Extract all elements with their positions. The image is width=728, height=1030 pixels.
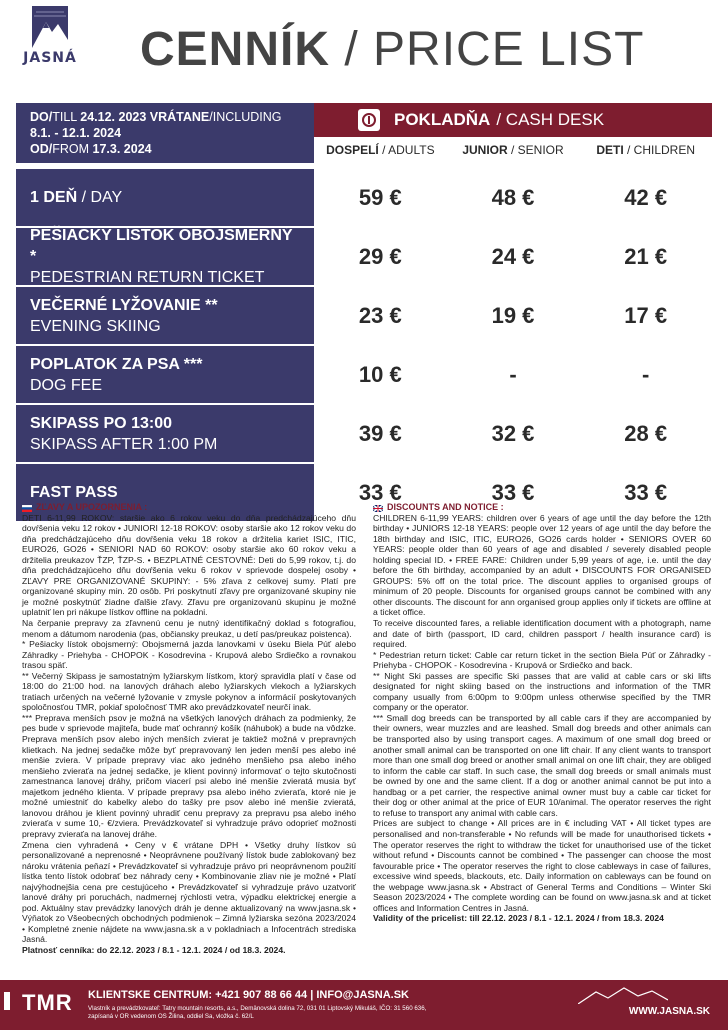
price-row-afternoon [16, 405, 712, 462]
row-label [16, 405, 314, 462]
cash-desk-en: / CASH DESK [496, 110, 605, 129]
cash-desk-banner [314, 103, 712, 137]
header [0, 0, 728, 100]
price-adult: 10 € [358, 361, 402, 387]
price-junior: 24 € [491, 243, 535, 269]
row-label-sk: PEŠIACKY LÍSTOK OBOJSMERNÝ * [30, 227, 293, 265]
price-table [16, 103, 712, 521]
table-header [16, 103, 712, 163]
mountain-silhouette-icon [578, 986, 668, 1004]
price-adult: 23 € [358, 302, 402, 328]
price-child: 21 € [624, 243, 668, 269]
col-junior [447, 143, 580, 157]
col-adults [314, 143, 447, 157]
notes-slovak [22, 502, 356, 956]
slovak-flag-icon [22, 504, 32, 511]
dates-from: FROM [52, 142, 93, 156]
dates-till: TILL [52, 110, 81, 124]
page-title [140, 22, 644, 77]
contact-info[interactable]: KLIENTSKE CENTRUM: +421 907 88 66 44 | INFO@JASNA.SK [88, 989, 409, 1001]
row-label [16, 169, 314, 226]
logo-text: JASNÁ [23, 50, 77, 66]
row-label-sk: 1 DEŇ [30, 189, 78, 206]
price-adult: 39 € [358, 420, 402, 446]
legal-info: Vlastník a prevádzkovateľ: Tatry mountain resorts, a.s., Demänovská dolina 72, 031 01 Liptovský Mikuláš, IČO: 31 560 636, zapísaná v OR vedenom OS Žilina, oddiel Sa, vložka č. 62/L [88, 1005, 427, 1020]
price-row-pedestrian [16, 228, 712, 285]
col-children [579, 143, 712, 157]
price-junior: 33 € [491, 479, 535, 505]
footer [0, 980, 728, 1030]
row-label-en: DOG FEE [30, 376, 103, 394]
col-children-en: / CHILDREN [623, 143, 696, 157]
row-label [16, 228, 314, 285]
notes-en-validity: Validity of the pricelist: till 22.12. 2023 / 8.1 - 12.1. 2024 / from 18.3. 2024 [373, 913, 664, 924]
notes-en-body: CHILDREN 6-11,99 YEARS: children over 6 years of age until the day before the 12th birthday • JUNIORS 12-18 YEARS: people over 12 years of age until the day before the 18th birthday and ISIC, ITIC, EURO26, GO26 cards holder • SENIORS OVER 60 YEARS: people older than 60 years of age and disabled / severely disabled people holding special ID. • FREE FARE: Children under 5,99 years of age, i.e. until the day before the 6th birthday, accompanied by an adult • DISCOUNTS FOR ORGANISED GROUPS: 5% off on the total price. The discount applies to organised groups of minimum of 20 people. Discounts for organised groups cannot be combined with any other discounts. The discount for ann organised group applies only if tickets are offline at a ticket office. To receive discounted fares, a reliable identification document with a photograph, name and date of birth (passport, ID card, children passport / health insurance card) is required. * Pedestrian return ticket: Cable car return ticket in the section Biela Púť or Záhradky - Priehyba - CHOPOK - Kosodrevina - Krupová or Srdiečko and back. ** Night Ski passes are specific Ski passes that are valid at cable cars or ski lifts designated for night skiing based on the instructions and information of the TMR company usually from 6:00pm to 9:00pm unless otherwise specified by the TMR company or the operator. *** Small dog breeds can be transported by all cable cars if they are accompanied by their owners, wear muzzles and are leashed. Small dog breeds and other animals can be transported also by using transport cages. A maximum of one small dog breed or another small animal can be transported on one lift chair. If any client wants to transport more than one small dog breed or another small animal on one lift chair, they are obliged to inform the cable car staff. In such case, the small dog breeds or small animals must be owned by one and the same client. If a dog or another animal cannot be put into a handbag or a pet carrier, the respective animal owner must buy a cable car ticket for their dog or other animal at the price of EUR 10/animal. The operator reserves the right to refuse to transport any animal with cable cars. Prices are subject to change • All prices are in € including VAT • All ticket types are personalised and non-transferable • No refunds will be made for unauthorised tickets • The operator reserves the right to withdraw the ticket for unauthorised use of the ticket without refund • Discounts cannot be combined • The passenger can choose the most favourable price • The operator reserves the right to close cableways in case of failures, excessive wind speeds, blackouts, etc. Daily information on cableways can be found on the webpage www.jasna.sk • Abstract of General Terms and Conditions – Winter Ski Season 2023/2024 • The complete wording can be found on www.jasna.sk and at ticket offices and Information Centres in Jasná. [373, 512, 711, 913]
row-label [16, 287, 314, 344]
col-adults-sk: DOSPELÍ [326, 143, 379, 157]
price-child: - [642, 361, 650, 387]
price-adult: 33 € [358, 479, 402, 505]
row-label-en: SKIPASS AFTER 1:00 PM [30, 435, 218, 453]
col-junior-sk: JUNIOR [462, 143, 508, 157]
cash-desk-icon [358, 109, 380, 131]
row-label-en: PEDESTRIAN RETURN TICKET [30, 269, 265, 286]
dates-date1: 24.12. 2023 VRÁTANE [80, 110, 210, 124]
price-child: 17 € [624, 302, 668, 328]
tmr-logo-icon [4, 992, 18, 1010]
row-prices [314, 228, 712, 285]
price-row-day [16, 169, 712, 226]
row-label-sk: FAST PASS [30, 484, 118, 501]
price-child: 28 € [624, 420, 668, 446]
price-junior: 32 € [491, 420, 535, 446]
row-label-sk: SKIPASS PO 13:00 [30, 414, 172, 432]
notes-en-heading-text: DISCOUNTS AND NOTICE : [387, 502, 504, 512]
row-label-en: / DAY [77, 189, 123, 206]
price-junior: 48 € [491, 184, 535, 210]
cash-desk-label: POKLADŇA [394, 110, 491, 129]
jasna-logo[interactable] [10, 6, 90, 92]
notes-english [373, 502, 711, 924]
row-label-sk: POPLATOK ZA PSA *** [30, 355, 203, 373]
dates-date2: 8.1. - 12.1. 2024 [30, 126, 122, 140]
dates-date3: 17.3. 2024 [92, 142, 152, 156]
column-headers [314, 137, 712, 163]
dates-including: /INCLUDING [209, 110, 282, 124]
price-adult: 29 € [358, 243, 402, 269]
row-prices [314, 346, 712, 403]
row-prices [314, 169, 712, 226]
title-rest: / PRICE LIST [330, 23, 645, 76]
title-bold: CENNÍK [140, 23, 331, 76]
dates-od: OD/ [30, 142, 53, 156]
row-label-sk: VEČERNÉ LYŽOVANIE ** [30, 296, 218, 314]
row-prices [314, 287, 712, 344]
website-link[interactable]: WWW.JASNA.SK [628, 1006, 710, 1017]
notes-sk-heading [22, 502, 356, 513]
col-adults-en: / ADULTS [378, 143, 435, 157]
price-child: 42 € [624, 184, 668, 210]
notes-sk-body: DETI 6-11,99 ROKOV: staršie ako 6 rokov veku do dňa predchádzajúceho dňu dovŕšenia veku 12 rokov • JUNIORI 12-18 ROKOV: osoby staršie ako 12 rokov veku do dňa predchádzajúceho dňu dovŕšenia veku 18 rokov a držitelia kariet ISIC, ITIC, EURO26, GO26 • SENIORI NAD 60 ROKOV: osoby staršie ako 60 rokov veku a držitelia preukazov ŤZP, ŤZP-S. • BEZPLATNÉ CESTOVNÉ: Deti do 5,99 rokov, t.j. do dňa predchádzajúceho dňu dovŕšenia veku 6 rokov v sprievode dospelej osoby • ZĽAVY PRE ORGANIZOVANÉ SKUPINY: - 5% zľava z celkovej sumy. Platí pre organizované skupiny min. 20 osôb. Pri poskytnutí zľavy pre organizované skupiny nie je možné poskytnúť žiadne ďalšie zľavy. Zľavu pre organizovanú skupinu je možné uplatniť len pri nákupe lístkov offline na pokladni. Na čerpanie prepravy za zľavnenú cenu je nutný identifikačný doklad s fotografiou, menom a dátumom narodenia (pas, občiansky preukaz, u detí pas/preukaz poistenca). * Pešiacky lístok obojsmerný: Obojsmerná jazda lanovkami v úseku Biela Púť alebo Záhradky - Priehyba - CHOPOK - Kosodrevina - Krupová alebo Srdiečko a rovnakou trasou späť. ** Večerný Skipass je samostatným lyžiarskym lístkom, ktorý spravidla platí v čase od 18:00 do 21:00 hod. na lanových dráhach alebo lyžiarskych vlekoch a lyžiarskych tratiach určených na večerné lyžovanie v zmysle pokynov a informácií poskytovaných spoločnosťou TMR, pokiaľ spoločnosť TMR ako prevádzkovateľ neurčí inak. *** Preprava menších psov je možná na všetkých lanových dráhach za podmienky, že pes bude v sprievode majiteľa, bude mať ochranný košík (náhubok) a bude na vôdzke. Preprava menších psov alebo iných menších zvierat je taktiež možná v prepravných klietkach. Na jednej sedačke môže byť prepravovaný len jeden menší pes alebo iné menšie zviera. V prípade prepravy viac ako jedného menšieho psa alebo iného menšieho zvieraťa na jednej sedačke, je klient povinný informovať o tejto skutočnosti zamestnanca lanovej dráhy, pričom viacerí psi alebo iné menšie zvieratá musia byť majetkom jedného klienta. V prípade prepravy psa alebo iného zvieraťa, ktoré nie je možné umiestniť do kabelky alebo do tašky pre psov alebo iné menšie zvieratá, lanovou dráhou je klient povinný uhradiť cenu prepravy za prepravu psa alebo iného zvieraťa v sume 10,- €/zviera. Prevádzkovateľ si vyhradzuje právo odoprieť možnosti prepravy zvieraťa na lanovej dráhe. Zmena cien vyhradená • Ceny v € vrátane DPH • Všetky druhy lístkov sú personalizované a neprenosné • Neoprávnene používaný lístok bude zablokovaný bez nároku vrátenia peňazí • Prevádzkovateľ si vyhradzuje právo pri neoprávnenom použití lístka tento lístok odobrať bez náhrady ceny • Kombinovanie zliav nie je možné • Platí najvýhodnejšia cena pre cestujúceho • Prevádzkovateľ si vyhradzuje právo uzatvoriť lanové dráhy pri poruchách, nadmernej rýchlosti vetra, výpadku elektrickej energie a pod. Aktuálny stav prevádzky lanových dráh je denne aktualizovaný na www.jasna.sk • Výňatok zo Všeobecných obchodných podmienok – Zimná lyžiarska sezóna 2023/2024 • Kompletné znenie nájdete na www.jasna.sk a v pokladniach a Infocentrách strediska Jasná. [22, 512, 356, 945]
price-adult: 59 € [358, 184, 402, 210]
row-label [16, 346, 314, 403]
notes-sk-heading-text: ZĽAVY A UPOZORNENIA : [36, 502, 148, 512]
notes-sk-validity: Platnosť cenníka: do 22.12. 2023 / 8.1 - 12.1. 2024 / od 18.3. 2024. [22, 944, 286, 955]
price-child: 33 € [624, 479, 668, 505]
validity-dates [16, 103, 314, 163]
dates-do: DO/ [30, 110, 53, 124]
price-junior: - [509, 361, 517, 387]
col-children-sk: DETI [596, 143, 624, 157]
notes-en-heading [373, 502, 711, 513]
price-junior: 19 € [491, 302, 535, 328]
uk-flag-icon [373, 504, 383, 511]
mountain-logo-icon [32, 6, 68, 48]
price-row-dog [16, 346, 712, 403]
row-prices [314, 405, 712, 462]
row-label-en: EVENING SKIING [30, 317, 161, 335]
price-row-evening [16, 287, 712, 344]
col-junior-en: / SENIOR [507, 143, 564, 157]
tmr-brand[interactable]: TMR [22, 990, 73, 1015]
